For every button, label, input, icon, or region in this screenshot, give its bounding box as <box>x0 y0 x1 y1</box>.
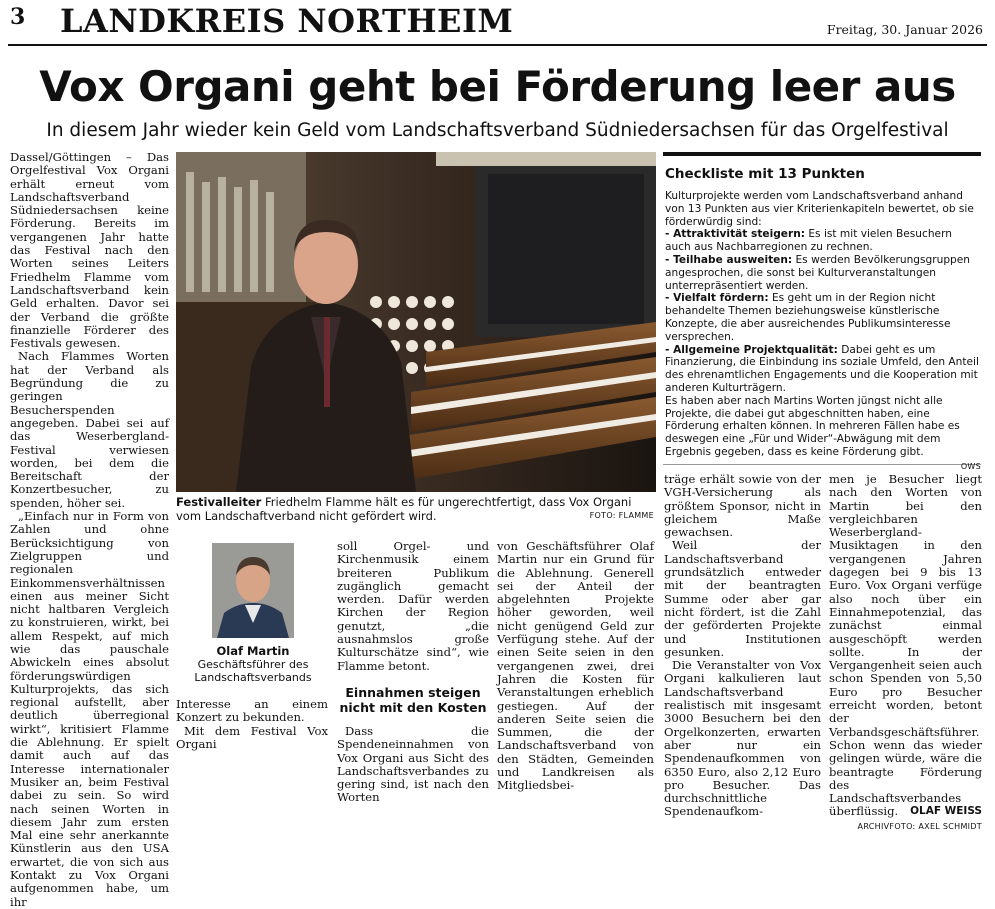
checklist-item-text: Es ist mit vielen Besuchern auch aus Nachbarregionen zu rechnen. <box>665 228 952 254</box>
paragraph: träge erhält sowie von der VGH-Versicherung als größtem Sponsor, nicht in gleichem Maße gewachsen. <box>664 472 821 540</box>
paragraph: Dass die Spendeneinnahmen von Vox Organi aus Sicht des Landschaftsverbandes zu gering sind, ist nach den Worten <box>337 723 489 805</box>
paragraph: „Einfach nur in Form von Zahlen und ohne Berücksichtigung von Zielgruppen und regionalen Einkommensverhältnissen einen aus meiner Sicht nicht haltbaren Vergleich zu konstruieren, wirkt, bei allem Respekt, auf mich wie das pauschale Abwickeln eines absolut förderungswürdigen Kulturprojekts, das sich regional aufstellt, aber deutlich überregional wirkt“, kritisiert Flamme die Ablehnung. Er spielt damit auch auf das Interesse internationaler Musiker an, beim Festival dabei zu sein. So wird nach seinen Worten in diesem Jahr zum ersten Mal eine sehr anerkannte Künstlerin aus den USA erwartet, die von sich aus Kontakt zu Vox Organi aufgenommen habe, um ihr <box>10 509 169 909</box>
article-column-5 <box>664 473 821 819</box>
section-title: LANDKREIS NORTHEIM <box>60 2 514 40</box>
checklist-item-text: Es werden Bevölkerungsgruppen angesprochen, die sonst bei Kulturveranstaltungen unterrepräsentiert werden. <box>665 253 971 292</box>
paragraph: Nach Flammes Worten hat der Verband als Begründung die zu geringen Besucherspenden angegeben. Dabei sei auf das Weserbergland-Festival verwiesen worden, bei dem die Bereitschaft der Konzertbesucher, zu spenden, höher sei. <box>10 349 169 510</box>
checklist-item <box>665 254 981 292</box>
masthead-rule <box>8 44 987 46</box>
paragraph: Weil der Landschaftsverband grundsätzlich entweder mit der beantragten Summe oder aber gar nicht fördert, ist die Zahl der geförderten Projekte und Institutionen gesunken. <box>664 538 821 659</box>
page-number: 3 <box>10 4 26 30</box>
checklist-outro: Es haben aber nach Martins Worten jüngst nicht alle Projekte, die dabei gut abgeschnitten haben, eine Förderung erhalten können. In mehreren Fällen habe es deswegen eine „Für und Wider“-Abwägung mit dem Ergebnis gegeben, dass es keine Förderung gibt. <box>665 394 960 458</box>
article-column-6 <box>829 473 982 833</box>
checklist-title: Checkliste mit 13 Punkten <box>665 166 865 182</box>
paragraph: Interesse an einem Konzert zu bekunden. <box>176 697 328 725</box>
checklist-item-text: Dabei geht es um Finanzierung, die Einbindung ins soziale Umfeld, den Anteil des ehrenamtlichen Engagements und die Kooperation mit anderen Kulturträgern. <box>665 343 979 394</box>
checklist-item-label: - Attraktivität steigern: <box>665 228 805 241</box>
checklist-item-text: Es geht um in der Region nicht behandelte Themen beziehungsweise künstlerische Konzepte, die aber ausreichendes Publikumsinteresse versprechen. <box>665 292 951 343</box>
author-signature: OLAF WEISS <box>910 805 982 818</box>
caption-text: Friedhelm Flamme hält es für ungerechtfertigt, dass Vox Organi vom Landschaftverband nicht gefördert wird. <box>176 495 632 523</box>
checklist-intro: Kulturprojekte werden vom Landschaftsverband anhand von 13 Punkten aus vier Kriterienkapiteln bewertet, ob sie förderwürdig sind: <box>665 190 974 228</box>
issue-date: Freitag, 30. Januar 2026 <box>826 22 983 37</box>
photo-credit: FOTO: FLAMME <box>589 511 654 520</box>
main-photo-caption <box>176 495 654 523</box>
article-column-2 <box>176 698 328 751</box>
checklist-item <box>665 228 981 254</box>
paragraph-text: men je Besucher liegt nach den Worten von Martin bei den vergleichbaren Weserbergland-Musiktagen in den vergangenen Jahren dagegen bei 9 bis 13 Euro. Vox Organi verfüge also noch über ein Einnahmepotenzial, das zunächst einmal ausgeschöpft werden sollte. In der Vergangenheit seien auch schon Spenden von 5,50 Euro pro Besucher erreicht worden, betont der Verbandsgeschäftsführer. Schon wenn das wieder gelingen würde, wäre die beantragte Förderung des Landschaftsverbandes überflüssig. <box>829 472 982 819</box>
portrait-role: Geschäftsführer des Landschaftsverbands <box>194 658 312 684</box>
paragraph: von Geschäftsführer Olaf Martin nur ein Grund für die Ablehnung. Generell sei der Anteil der abgelehnten Projekte höher geworden, weil nicht genügend Geld zur Verfügung stehe. Auf der einen Seite seien in den vergangenen zwei, drei Jahren die Kosten für Veranstaltungen erheblich gestiegen. Auf der anderen Seite seien die Summen, die der Landschaftsverband von den Städten, Gemeinden und Landkreisen als Mitgliedsbei- <box>497 539 654 793</box>
portrait-illustration <box>212 543 294 638</box>
checklist-item <box>665 344 981 395</box>
checklist-item-label: - Teilhabe ausweiten: <box>665 253 793 266</box>
paragraph <box>829 473 982 819</box>
caption-lead: Festivalleiter <box>176 495 262 509</box>
archive-photo-credit: ARCHIVFOTO: AXEL SCHMIDT <box>857 821 982 831</box>
paragraph: Die Veranstalter von Vox Organi kalkulieren laut Landschaftsverband realistisch mit insgesamt 3000 Besuchern bei den Orgelkonzerten, erwarten aber nur ein Spendenaufkommen von 6350 Euro, also 2,12 Euro pro Besucher. Das durchschnittliche Spendenaufkom- <box>664 658 821 819</box>
article-column-3 <box>337 540 489 805</box>
intertitle: Einnahmen steigen nicht mit den Kosten <box>339 684 487 715</box>
paragraph: Mit dem Festival Vox Organi <box>176 723 328 751</box>
portrait-caption <box>178 645 328 684</box>
article-column-1 <box>10 151 169 909</box>
paragraph: Dassel/Göttingen – Das Orgelfestival Vox Organi erhält erneut vom Landschaftsverband Südniedersachsen keine Förderung. Bereits im vergangenen Jahr hatte das Festival nach den Worten seines Leiters Friedhelm Flamme vom Landschaftsverband kein Geld erhalten. Davor sei der Verband die größte finanzielle Förderer des Festivals gewesen. <box>10 150 169 351</box>
article-column-4 <box>497 540 654 793</box>
checklist-box <box>663 152 981 471</box>
main-photo <box>176 152 656 492</box>
checklist-signature: OWS <box>960 461 981 471</box>
organ-photo-illustration <box>176 152 656 492</box>
portrait-name: Olaf Martin <box>216 644 290 658</box>
paragraph: soll Orgel- und Kirchenmusik einem breiteren Publikum zugänglich gemacht werden. Dafür werden Kirchen der Region genutzt, „die ausnahmslos große Kulturschätze sind“, wie Flamme betont. <box>337 539 489 673</box>
portrait-photo <box>212 543 294 638</box>
subheadline: In diesem Jahr wieder kein Geld vom Landschaftsverband Südniedersachsen für das Orgelfestival <box>46 120 949 141</box>
checklist-body <box>663 190 981 474</box>
headline: Vox Organi geht bei Förderung leer aus <box>39 62 956 111</box>
checklist-item-label: - Vielfalt fördern: <box>665 292 769 305</box>
checklist-item <box>665 292 981 343</box>
checklist-item-label: - Allgemeine Projektqualität: <box>665 343 838 356</box>
